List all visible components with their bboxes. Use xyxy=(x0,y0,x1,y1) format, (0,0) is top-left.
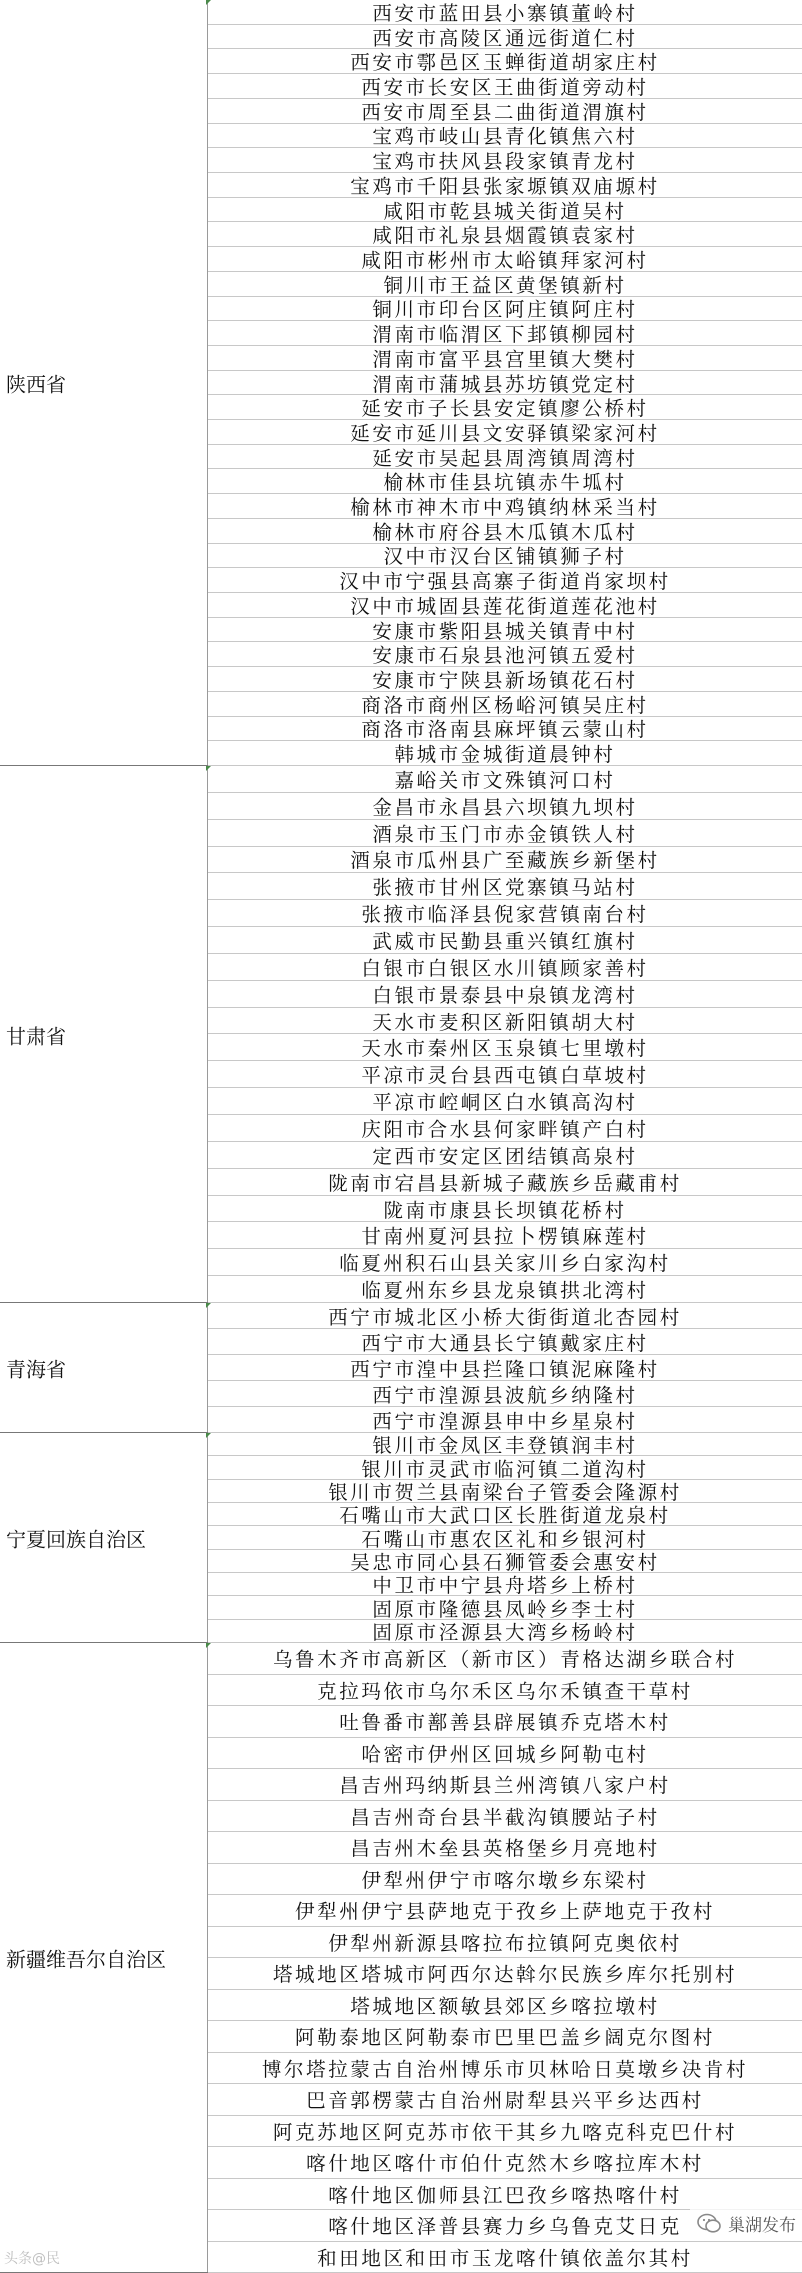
village-name: 延安市子长县安定镇廖公桥村 xyxy=(361,397,649,421)
province-cell xyxy=(0,1303,208,1433)
village-row xyxy=(208,820,802,847)
village-name: 宝鸡市扶风县段家镇青龙村 xyxy=(372,150,638,174)
village-name: 银川市灵武市临河镇二道沟村 xyxy=(361,1457,649,1481)
village-name: 中卫市中宁县舟塔乡上桥村 xyxy=(372,1574,638,1598)
village-row xyxy=(208,0,802,25)
village-row xyxy=(208,1061,802,1088)
village-name: 榆林市神木市中鸡镇纳林采当村 xyxy=(350,496,660,520)
village-name: 阿勒泰地区阿勒泰市巴里巴盖乡阔克尔图村 xyxy=(295,2026,715,2050)
village-row xyxy=(208,2242,802,2273)
village-row xyxy=(208,1769,802,1801)
province-name: 宁夏回族自治区 xyxy=(6,1527,146,1552)
province-cell xyxy=(0,766,208,1303)
village-row xyxy=(208,692,802,717)
village-row xyxy=(208,297,802,322)
village-row xyxy=(208,321,802,346)
village-row xyxy=(208,1675,802,1707)
village-name: 白银市景泰县中泉镇龙湾村 xyxy=(372,983,638,1007)
village-row xyxy=(208,2116,802,2148)
village-name: 西安市鄠邑区玉蝉街道胡家庄村 xyxy=(350,51,660,75)
village-name: 博尔塔拉蒙古自治州博乐市贝林哈日莫墩乡决肯村 xyxy=(261,2057,749,2081)
village-name: 武威市民勤县重兴镇红旗村 xyxy=(372,930,638,954)
village-row xyxy=(208,2053,802,2085)
village-row xyxy=(208,900,802,927)
village-name: 酒泉市瓜州县广至藏族乡新堡村 xyxy=(350,849,660,873)
village-row xyxy=(208,124,802,149)
village-name: 安康市紫阳县城关镇青中村 xyxy=(372,619,638,643)
village-name: 石嘴山市大武口区长胜街道龙泉村 xyxy=(339,1504,671,1528)
village-row xyxy=(208,1088,802,1115)
village-row xyxy=(208,1407,802,1433)
village-name: 西安市长安区王曲街道旁动村 xyxy=(361,75,649,99)
village-name: 铜川市王益区黄堡镇新村 xyxy=(383,273,627,297)
village-row xyxy=(208,741,802,766)
village-row xyxy=(208,717,802,742)
village-row xyxy=(208,1115,802,1142)
village-name: 哈密市伊州区回城乡阿勒屯村 xyxy=(361,1742,649,1766)
village-name: 临夏州东乡县龙泉镇拱北湾村 xyxy=(361,1279,649,1303)
village-row xyxy=(208,1142,802,1169)
village-name: 咸阳市乾县城关街道吴村 xyxy=(383,199,627,223)
village-name: 安康市石泉县池河镇五爱村 xyxy=(372,644,638,668)
village-name: 咸阳市礼泉县烟霞镇袁家村 xyxy=(372,224,638,248)
province-name: 陕西省 xyxy=(6,372,66,397)
village-row xyxy=(208,954,802,981)
village-name: 延安市吴起县周湾镇周湾村 xyxy=(372,446,638,470)
village-row xyxy=(208,593,802,618)
province-cell xyxy=(0,0,208,766)
village-name: 汉中市汉台区铺镇狮子村 xyxy=(383,545,627,569)
village-row xyxy=(208,25,802,50)
village-name: 延安市延川县文安驿镇梁家河村 xyxy=(350,421,660,445)
village-name: 西安市周至县二曲街道渭旗村 xyxy=(361,100,649,124)
village-name: 定西市安定区团结镇高泉村 xyxy=(372,1144,638,1168)
village-row xyxy=(208,469,802,494)
village-name: 酒泉市玉门市赤金镇铁人村 xyxy=(372,822,638,846)
village-name: 巴音郭楞蒙古自治州尉犁县兴平乡达西村 xyxy=(306,2089,704,2113)
village-row xyxy=(208,494,802,519)
village-row xyxy=(208,519,802,544)
village-row xyxy=(208,2021,802,2053)
village-name: 喀什地区泽普县赛力乡乌鲁克艾日克 xyxy=(328,2215,682,2239)
village-name: 天水市秦州区玉泉镇七里墩村 xyxy=(361,1037,649,1061)
village-row xyxy=(208,847,802,874)
province-name: 青海省 xyxy=(6,1357,66,1382)
village-row xyxy=(208,2084,802,2116)
village-row xyxy=(208,1864,802,1896)
village-row xyxy=(208,1303,802,1329)
village-row xyxy=(208,1169,802,1196)
village-name: 伊犁州新源县喀拉布拉镇阿克奥依村 xyxy=(328,1931,682,1955)
village-name: 西安市蓝田县小寨镇董岭村 xyxy=(372,1,638,25)
village-row xyxy=(208,99,802,124)
village-row xyxy=(208,1008,802,1035)
village-name: 吴忠市同心县石狮管委会惠安村 xyxy=(350,1550,660,1574)
village-row xyxy=(208,2179,802,2211)
village-row xyxy=(208,1738,802,1770)
village-name: 西宁市湟源县波航乡纳隆村 xyxy=(372,1383,638,1407)
village-row xyxy=(208,198,802,223)
village-name: 咸阳市彬州市太峪镇拜家河村 xyxy=(361,248,649,272)
village-name: 陇南市康县长坝镇花桥村 xyxy=(383,1198,627,1222)
village-row xyxy=(208,927,802,954)
village-row xyxy=(208,49,802,74)
village-row xyxy=(208,1249,802,1276)
village-row xyxy=(208,173,802,198)
village-row xyxy=(208,1927,802,1959)
village-name: 西宁市湟源县申中乡星泉村 xyxy=(372,1409,638,1433)
province-name: 新疆维吾尔自治区 xyxy=(6,1947,166,1972)
village-name: 铜川市印台区阿庄镇阿庄村 xyxy=(372,298,638,322)
village-name: 渭南市蒲城县苏坊镇党定村 xyxy=(372,372,638,396)
village-name: 和田地区和田市玉龙喀什镇依盖尔其村 xyxy=(317,2246,693,2270)
village-name: 塔城地区塔城市阿西尔达斡尔民族乡库尔托别村 xyxy=(272,1963,738,1987)
village-name: 西宁市城北区小桥大街街道北杏园村 xyxy=(328,1305,682,1329)
village-row xyxy=(208,1832,802,1864)
village-row xyxy=(208,148,802,173)
village-name: 宝鸡市岐山县青化镇焦六村 xyxy=(372,125,638,149)
village-row xyxy=(208,544,802,569)
village-name: 西安市高陵区通远街道仁村 xyxy=(372,26,638,50)
village-name: 喀什地区伽师县江巴孜乡喀热喀什村 xyxy=(328,2183,682,2207)
village-row xyxy=(208,1355,802,1381)
village-name: 乌鲁木齐市高新区（新市区）青格达湖乡联合村 xyxy=(272,1648,738,1672)
village-row xyxy=(208,346,802,371)
watermark-right xyxy=(690,2208,802,2238)
village-row xyxy=(208,74,802,99)
village-name: 西宁市大通县长宁镇戴家庄村 xyxy=(361,1331,649,1355)
village-row xyxy=(208,1222,802,1249)
village-name: 银川市贺兰县南梁台子管委会隆源村 xyxy=(328,1480,682,1504)
village-row xyxy=(208,1801,802,1833)
village-name: 伊犁州伊宁市喀尔墩乡东梁村 xyxy=(361,1868,649,1892)
village-name: 韩城市金城街道晨钟村 xyxy=(394,743,616,767)
village-row xyxy=(208,371,802,396)
village-name: 安康市宁陕县新场镇花石村 xyxy=(372,669,638,693)
village-row xyxy=(208,222,802,247)
village-row xyxy=(208,568,802,593)
village-name: 石嘴山市惠农区礼和乡银河村 xyxy=(361,1527,649,1551)
village-name: 白银市白银区水川镇顾家善村 xyxy=(361,956,649,980)
village-name: 张掖市甘州区党寨镇马站村 xyxy=(372,876,638,900)
village-name: 庆阳市合水县何家畔镇产白村 xyxy=(361,1117,649,1141)
village-name: 阿克苏地区阿克苏市依干其乡九喀克科克巴什村 xyxy=(272,2120,738,2144)
village-row xyxy=(208,1196,802,1223)
village-name: 榆林市佳县坑镇赤牛坬村 xyxy=(383,471,627,495)
village-row xyxy=(208,981,802,1008)
village-name: 渭南市临渭区下邽镇柳园村 xyxy=(372,323,638,347)
village-name: 西宁市湟中县拦隆口镇泥麻隆村 xyxy=(350,1357,660,1381)
village-row xyxy=(208,1329,802,1355)
village-row xyxy=(208,1958,802,1990)
chat-bubble-icon xyxy=(696,2210,722,2236)
village-name: 平凉市灵台县西屯镇白草坡村 xyxy=(361,1064,649,1088)
village-name: 昌吉州玛纳斯县兰州湾镇八家户村 xyxy=(339,1774,671,1798)
village-row xyxy=(208,766,802,793)
village-row xyxy=(208,1895,802,1927)
village-row xyxy=(208,618,802,643)
village-row xyxy=(208,642,802,667)
village-name: 金昌市永昌县六坝镇九坝村 xyxy=(372,795,638,819)
province-name: 甘肃省 xyxy=(6,1024,66,1048)
village-row xyxy=(208,1620,802,1643)
village-row xyxy=(208,272,802,297)
village-name: 嘉峪关市文殊镇河口村 xyxy=(394,768,616,792)
village-name: 克拉玛依市乌尔禾区乌尔禾镇查干草村 xyxy=(317,1679,693,1703)
village-name: 塔城地区额敏县郊区乡喀拉墩村 xyxy=(350,1994,660,2018)
watermark-right-text: 巢湖发布 xyxy=(728,2215,796,2236)
village-name: 固原市泾源县大湾乡杨岭村 xyxy=(372,1620,638,1644)
village-name: 银川市金凤区丰登镇润丰村 xyxy=(372,1434,638,1458)
village-row xyxy=(208,1643,802,1675)
village-row xyxy=(208,1706,802,1738)
village-name: 渭南市富平县宫里镇大樊村 xyxy=(372,347,638,371)
village-name: 昌吉州奇台县半截沟镇腰站子村 xyxy=(350,1805,660,1829)
village-row xyxy=(208,1276,802,1303)
village-row xyxy=(208,2147,802,2179)
village-name: 榆林市府谷县木瓜镇木瓜村 xyxy=(372,520,638,544)
village-name: 吐鲁番市鄯善县辟展镇乔克塔木村 xyxy=(339,1711,671,1735)
village-name: 昌吉州木垒县英格堡乡月亮地村 xyxy=(350,1837,660,1861)
village-name: 天水市麦积区新阳镇胡大村 xyxy=(372,1010,638,1034)
village-name: 宝鸡市千阳县张家塬镇双庙塬村 xyxy=(350,174,660,198)
village-name: 平凉市崆峒区白水镇高沟村 xyxy=(372,1091,638,1115)
village-name: 商洛市商州区杨峪河镇吴庄村 xyxy=(361,693,649,717)
village-row xyxy=(208,793,802,820)
village-name: 汉中市宁强县高寨子街道肖家坝村 xyxy=(339,570,671,594)
village-row xyxy=(208,667,802,692)
watermark-left: 头条@民 xyxy=(4,2251,60,2267)
province-cell xyxy=(0,1643,208,2273)
village-name: 汉中市城固县莲花街道莲花池村 xyxy=(350,594,660,618)
village-row xyxy=(208,247,802,272)
village-row xyxy=(208,1990,802,2022)
village-row xyxy=(208,420,802,445)
village-row xyxy=(208,1035,802,1062)
village-row xyxy=(208,395,802,420)
village-row xyxy=(208,1381,802,1407)
village-name: 甘南州夏河县拉卜楞镇麻莲村 xyxy=(361,1225,649,1249)
village-name: 伊犁州伊宁县萨地克于孜乡上萨地克于孜村 xyxy=(295,1900,715,1924)
village-name: 固原市隆德县凤岭乡李士村 xyxy=(372,1597,638,1621)
village-row xyxy=(208,445,802,470)
village-row xyxy=(208,873,802,900)
village-name: 陇南市宕昌县新城子藏族乡岳藏甫村 xyxy=(328,1171,682,1195)
village-name: 张掖市临泽县倪家营镇南台村 xyxy=(361,903,649,927)
village-name: 临夏州积石山县关家川乡白家沟村 xyxy=(339,1252,671,1276)
village-name: 喀什地区喀什市伯什克然木乡喀拉库木村 xyxy=(306,2152,704,2176)
province-cell xyxy=(0,1433,208,1643)
village-name: 商洛市洛南县麻坪镇云蒙山村 xyxy=(361,718,649,742)
